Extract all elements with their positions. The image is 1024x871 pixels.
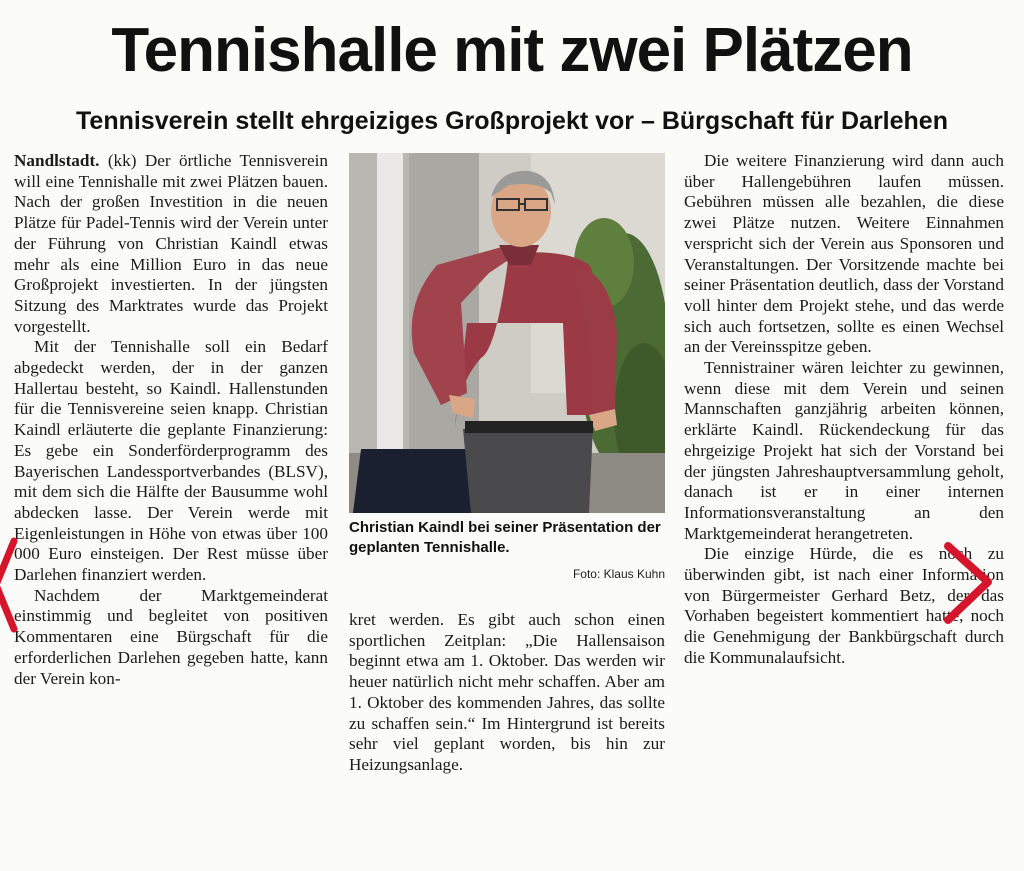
photo-credit: Foto: Klaus Kuhn: [572, 567, 665, 581]
photo-caption: Christian Kaindl bei seiner Präsentation der geplanten Tennishalle.: [349, 519, 661, 556]
headline: Tennishalle mit zwei Plätzen: [111, 16, 913, 85]
dateline: Nandlstadt.: [14, 151, 100, 170]
article-column-2: [349, 610, 665, 776]
next-button[interactable]: [930, 540, 1000, 635]
paragraph: [14, 151, 328, 337]
paragraph: Die einzige Hürde, die es noch zu überwinden gibt, ist nach einer Information von Bürgermeister Gerhard Betz, der das Vorhaben begeistert kommentiert hatte, noch die Genehmigung der Bankbürgschaft durch die Kommunalaufsicht.: [684, 544, 1004, 667]
paragraph: kret werden. Es gibt auch schon einen sportlichen Zeitplan: „Die Hallensaison beginnt etwa am 1. Oktober. Das werden wir heuer natürlich nicht mehr schaffen. Aber am 1. Oktober des kommenden Jahres, das sollte zu schaffen sein.“ Im Hintergrund ist bereits sehr viel geplant worden, bis hin zur Heizungsanlage.: [349, 610, 665, 774]
paragraph: Mit der Tennishalle soll ein Bedarf abgedeckt werden, der in der ganzen Hallertau besteht, so Kaindl. Hallenstunden für die Tennisvereine seien knapp. Christian Kaindl erläuterte die geplante Finanzierung: Es gebe ein Sonderförderprogramm des Bayerischen Landessportverbandes (BLSV), mit dem sich die Hälfte der Bausumme wohl abdecken lasse. Der Verein werde mit Eigenleistungen in Höhe von etwas über 100 000 Euro einsteigen. Der Rest müsse über Darlehen finanziert werden.: [14, 337, 328, 585]
paragraph: Tennistrainer wären leichter zu gewinnen, wenn diese mit dem Verein und seinen Mannschaften ganzjährig arbeiten können, erklärte Kaindl. Rückendeckung für das ehrgeizige Projekt hat sich der Vorstand bei der jüngsten Jahreshauptversammlung geholt, danach ist er in einer internen Informationsveranstaltung an den Marktgemeinderat herangetreten.: [684, 358, 1004, 543]
paragraph-text: (kk) Der örtliche Tennisverein will eine Tennishalle mit zwei Plätzen bauen. Nach der großen Investition in die neuen Plätze für Padel-Tennis wird der Verein unter der Führung von Christian Kaindl etwas mehr als eine Million Euro in das neue Großprojekt investierten. In der jüngsten Sitzung des Marktrates wurde das Projekt vorgestellt.: [14, 151, 328, 336]
article-photo: [349, 153, 665, 513]
previous-button[interactable]: [0, 535, 20, 640]
article-column-1: [14, 151, 328, 689]
chevron-left-icon: [0, 535, 20, 635]
paragraph: Nachdem der Marktgemeinderat einstimmig und begleitet von positiven Kommentaren eine Bürgschaft für die erforderlichen Darlehen gegeben hatte, kann der Verein kon-: [14, 585, 328, 688]
subheadline: Tennisverein stellt ehrgeiziges Großprojekt vor – Bürgschaft für Darlehen: [76, 107, 948, 135]
paragraph: Die weitere Finanzierung wird dann auch über Hallengebühren laufen müssen. Gebühren müssen alle bezahlen, die diese zwei Plätze nutzen. Weitere Einnahmen verspricht sich der Verein aus Sponsoren und Veranstaltungen. Der Vorsitzende machte bei seiner Präsentation deutlich, dass der Vorstand voll hinter dem Projekt stehe, und das werde sich auch fortsetzen, sollte es einen Wechsel an der Vereinsspitze geben.: [684, 151, 1004, 357]
photo-illustration: [349, 153, 665, 513]
chevron-right-icon: [930, 540, 1000, 630]
